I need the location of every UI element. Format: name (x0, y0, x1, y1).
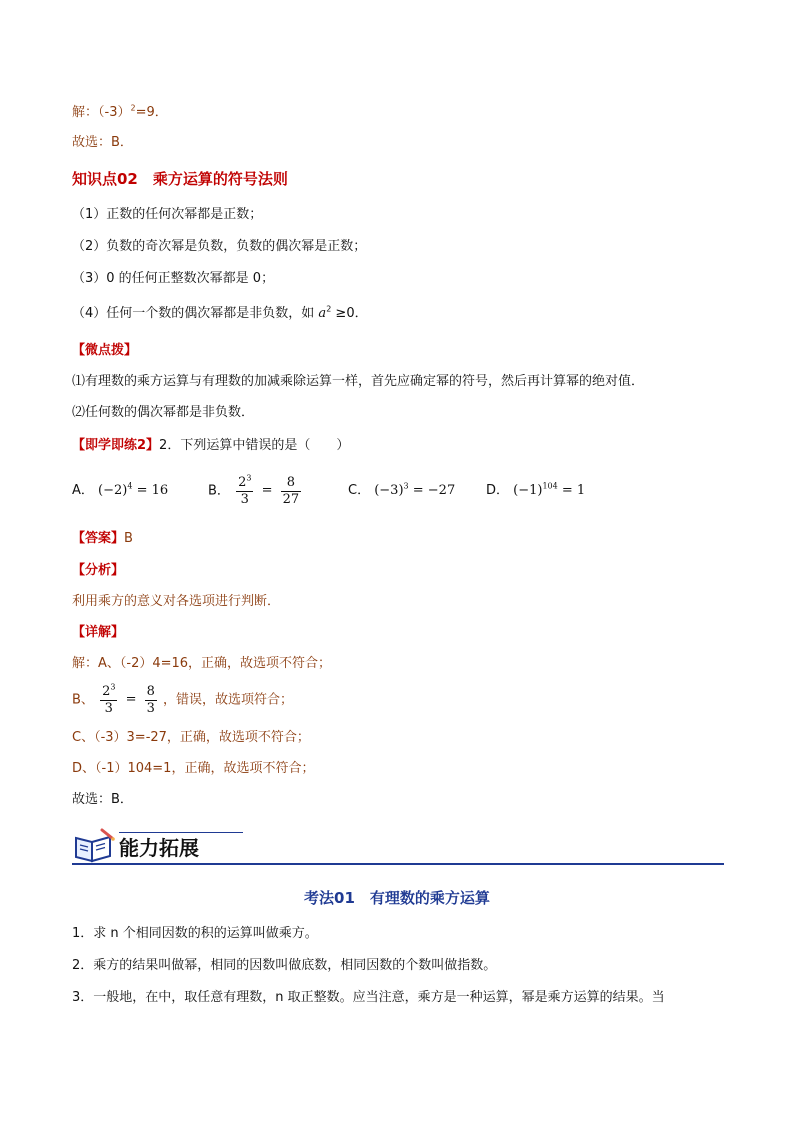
option-a: A． $(-2)^4 = 16$ (72, 481, 169, 498)
detail-line-b: B、 $\frac{2^3}{3}$ = $\frac{8}{3}$ ，错误，故选项符合； (72, 682, 294, 716)
rule-3: （3）0 的任何正整数次幂都是 0； (72, 271, 275, 286)
rule-2: （2）负数的奇次幂是负数，负数的偶次幂是正数； (72, 239, 367, 254)
open-book-icon (72, 828, 116, 864)
method-item-1: 1．求 n 个相同因数的积的运算叫做乘方。 (72, 926, 318, 941)
knowledge-title: 知识点02 乘方运算的符号法则 (72, 170, 288, 188)
tip-line-1: ⑴有理数的乘方运算与有理数的加减乘除运算一样，首先应确定幂的符号，然后再计算幂的绝对值． (72, 374, 645, 389)
analysis-label: 【分析】 (72, 563, 125, 578)
solution-conclusion: 故选：B． (72, 135, 133, 150)
detail-label: 【详解】 (72, 625, 125, 640)
method-item-3: 3．一般地，在中，取任意有理数，n 取正整数。应当注意，乘方是一种运算，幂是乘方运算的结果。当 (72, 990, 665, 1005)
option-b-rhs-fraction: $\frac{8}{27}$ (282, 474, 300, 507)
option-d: D． $(-1)^{104} = 1$ (486, 481, 586, 498)
option-b-lhs-fraction: $\frac{2^3}{3}$ (238, 473, 252, 507)
method-title: 考法01 有理数的乘方运算 (304, 889, 490, 907)
tip-label: 【微点拨】 (72, 343, 138, 358)
solution-line: 解：$(-3)^2=9$． (72, 103, 168, 120)
detail-b-rhs-fraction: $\frac{8}{3}$ (146, 683, 155, 716)
rule-4: （4）任何一个数的偶次幂都是非负数，如 $a^2 \ge 0$． (72, 304, 368, 321)
exercise-label: 【即学即练2】 (72, 438, 160, 453)
rule-4-base: a (318, 306, 327, 321)
section-header-underline (72, 863, 724, 865)
detail-line-a: 解：A、（-2）4=16，正确，故选项不符合； (72, 656, 332, 671)
option-b: B． $\frac{2^3}{3}$ = $\frac{8}{27}$ (208, 473, 300, 507)
method-item-2: 2．乘方的结果叫做幂，相同的因数叫做底数，相同因数的个数叫做指数。 (72, 958, 497, 973)
rule-1: （1）正数的任何次幂都是正数； (72, 207, 263, 222)
detail-b-lhs-fraction: $\frac{2^3}{3}$ (102, 682, 116, 716)
tip-line-2: ⑵任何数的偶次幂都是非负数． (72, 405, 255, 420)
section-header (72, 826, 724, 866)
analysis-text: 利用乘方的意义对各选项进行判断． (72, 594, 281, 609)
detail-line-c: C、（-3）3=-27，正确，故选项不符合； (72, 730, 310, 745)
section-title: 能力拓展 (119, 836, 199, 860)
exercise-question: 【即学即练2】2．下列运算中错误的是（ ） (72, 438, 350, 453)
detail-conclusion: 故选：B． (72, 792, 133, 807)
answer-line: 【答案】B (72, 531, 133, 546)
section-header-top-rule (119, 832, 243, 833)
detail-line-d: D、（-1）104=1，正确，故选项不符合； (72, 761, 315, 776)
option-c: C． $(-3)^3 = -27$ (348, 481, 456, 498)
